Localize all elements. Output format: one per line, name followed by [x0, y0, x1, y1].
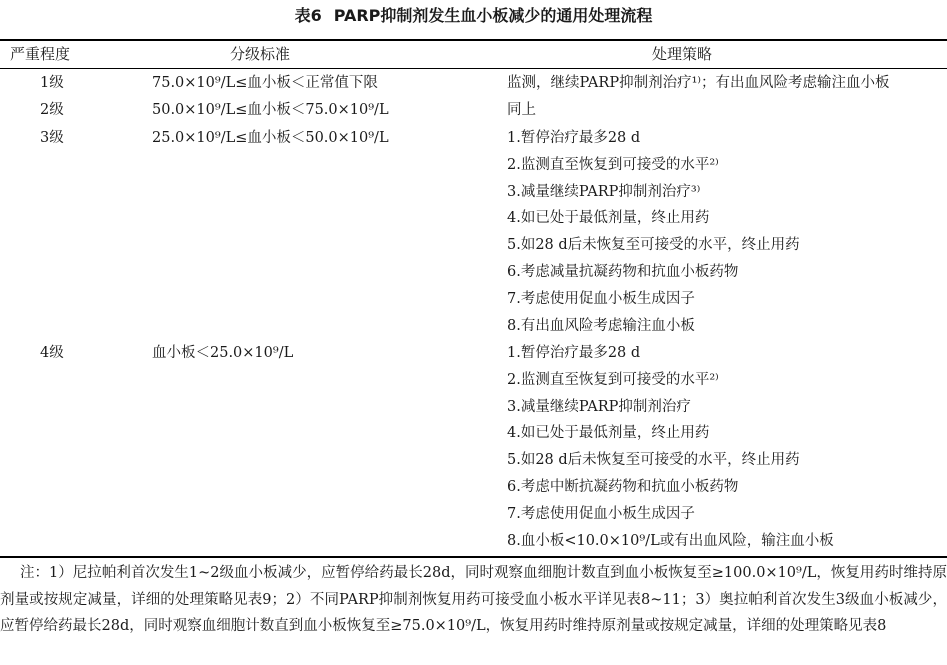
table-number: 表6: [294, 6, 322, 25]
footnote-text: 注：1）尼拉帕利首次发生1~2级血小板减少，应暂停给药最长28d，同时观察血细胞计数直到血小板恢复至≥100.0×10⁹/L，恢复用药时维持原剂量或按规定减量，详细的处理策略见表9；2）不同PARP抑制剂恢复用药可接受血小板水平详见表8~11；3）奥拉帕利首次发生3级血小板减少，应暂停给药最长28d，同时观察血细胞计数直到血小板恢复至≥75.0×10⁹/L，恢复用药时维持原剂量或按规定减量，详细的处理策略见表8: [0, 565, 947, 634]
header-rule: [0, 68, 947, 69]
row-1-criteria: 75.0×10⁹/L≤血小板＜正常值下限: [152, 75, 378, 91]
strategy-line: 3.减量继续PARP抑制剂治疗: [507, 398, 691, 415]
strategy-line: 8.血小板<10.0×10⁹/L或有出血风险，输注血小板: [507, 532, 834, 549]
row-1-severity: 1级: [40, 75, 64, 91]
strategy-line: 5.如28 d后未恢复至可接受的水平，终止用药: [507, 237, 800, 254]
strategy-line: 4.如已处于最低剂量，终止用药: [507, 210, 710, 227]
strategy-line: 7.考虑使用促血小板生成因子: [507, 290, 695, 307]
header-severity: 严重程度: [10, 45, 71, 63]
strategy-line: 2.监测直至恢复到可接受的水平²⁾: [507, 156, 719, 173]
bottom-rule: [0, 556, 947, 558]
strategy-line: 2.监测直至恢复到可接受的水平²⁾: [507, 371, 719, 388]
table-footnote: [0, 560, 947, 640]
header-criteria: 分级标准: [230, 45, 291, 63]
strategy-line: 监测，继续PARP抑制剂治疗¹⁾；有出血风险考虑输注血小板: [507, 75, 890, 91]
header-strategy: 处理策略: [652, 45, 713, 63]
strategy-line: 5.如28 d后未恢复至可接受的水平，终止用药: [507, 452, 800, 469]
row-3-strategy: [507, 125, 947, 339]
strategy-line: 4.如已处于最低剂量，终止用药: [507, 425, 710, 442]
strategy-line: 1.暂停治疗最多28 d: [507, 130, 641, 146]
row-2-strategy: [507, 97, 947, 124]
strategy-line: 6.考虑减量抗凝药物和抗血小板药物: [507, 263, 739, 280]
row-4-severity: 4级: [40, 345, 64, 361]
table-title: [0, 4, 947, 28]
top-rule: [0, 39, 947, 41]
strategy-line: 同上: [507, 102, 536, 118]
strategy-line: 1.暂停治疗最多28 d: [507, 345, 641, 361]
row-4-strategy: [507, 340, 947, 554]
table-title-text: PARP抑制剂发生血小板减少的通用处理流程: [333, 6, 653, 25]
strategy-line: 3.减量继续PARP抑制剂治疗³⁾: [507, 183, 701, 200]
row-4-criteria: 血小板＜25.0×10⁹/L: [152, 345, 294, 361]
row-2-criteria: 50.0×10⁹/L≤血小板＜75.0×10⁹/L: [152, 102, 389, 118]
row-3-severity: 3级: [40, 130, 64, 146]
strategy-line: 6.考虑中断抗凝药物和抗血小板药物: [507, 478, 739, 495]
row-2-severity: 2级: [40, 102, 64, 118]
row-3-criteria: 25.0×10⁹/L≤血小板＜50.0×10⁹/L: [152, 130, 389, 146]
strategy-line: 7.考虑使用促血小板生成因子: [507, 505, 695, 522]
strategy-line: 8.有出血风险考虑输注血小板: [507, 317, 695, 334]
row-1-strategy: [507, 70, 947, 97]
